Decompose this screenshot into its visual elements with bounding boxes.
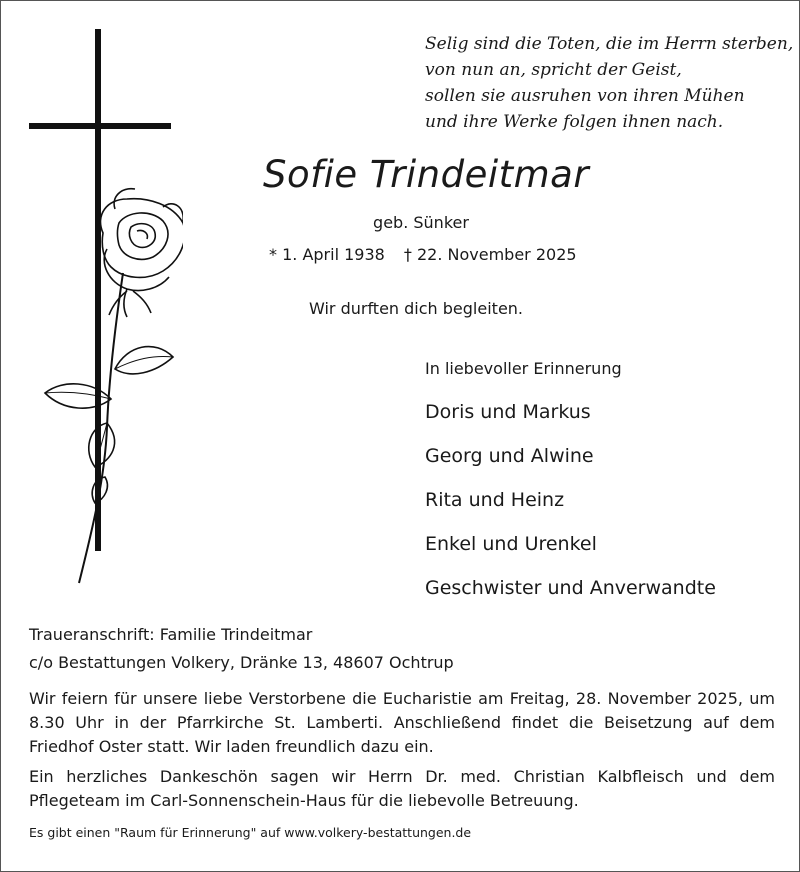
life-dates [269, 245, 591, 264]
list-item: Rita und Heinz [425, 489, 565, 511]
thanks-paragraph: Ein herzliches Dankeschön sagen wir Herrn Dr. med. Christian Kalbfleisch und dem Pflegeteam im Carl-Sonnenschein-Haus für die liebevolle Betreuung. [29, 767, 775, 810]
bible-verse [425, 31, 795, 135]
service-paragraph: Wir feiern für unsere liebe Verstorbene die Eucharistie am Freitag, 28. November 2025, um 8.30 Uhr in der Pfarrkirche St. Lamberti. Anschließend findet die Beisetzung auf dem Friedhof Oster statt. Wir laden freundlich dazu ein. [29, 689, 775, 756]
cross-rose-illustration [23, 27, 183, 597]
verse-line: Selig sind die Toten, die im Herrn sterben, [425, 34, 794, 54]
motto: Wir durften dich begleiten. [309, 299, 524, 318]
footer-note: Es gibt einen "Raum für Erinnerung" auf www.volkery-bestattungen.de [29, 825, 472, 840]
address-line: c/o Bestattungen Volkery, Dränke 13, 48607 Ochtrup [29, 653, 454, 672]
list-item: Georg und Alwine [425, 445, 594, 467]
deceased-name: Sofie Trindeitmar [262, 153, 590, 196]
verse-line: sollen sie ausruhen von ihren Mühen [425, 86, 745, 106]
death-date: † 22. November 2025 [403, 245, 577, 264]
birth-name: geb. Sünker [373, 213, 469, 232]
list-item: Geschwister und Anverwandte [425, 577, 716, 599]
verse-line: von nun an, spricht der Geist, [425, 60, 682, 80]
birth-date: * 1. April 1938 [269, 245, 385, 264]
mourning-address [29, 621, 454, 677]
address-line: Traueranschrift: Familie Trindeitmar [29, 625, 313, 644]
rose-icon [45, 189, 183, 583]
list-item: Enkel und Urenkel [425, 533, 597, 555]
list-item: Doris und Markus [425, 401, 591, 423]
verse-line: und ihre Werke folgen ihnen nach. [425, 112, 724, 132]
mourners-list [425, 397, 716, 617]
memory-intro: In liebevoller Erinnerung [425, 359, 622, 378]
cross-icon [29, 29, 171, 551]
